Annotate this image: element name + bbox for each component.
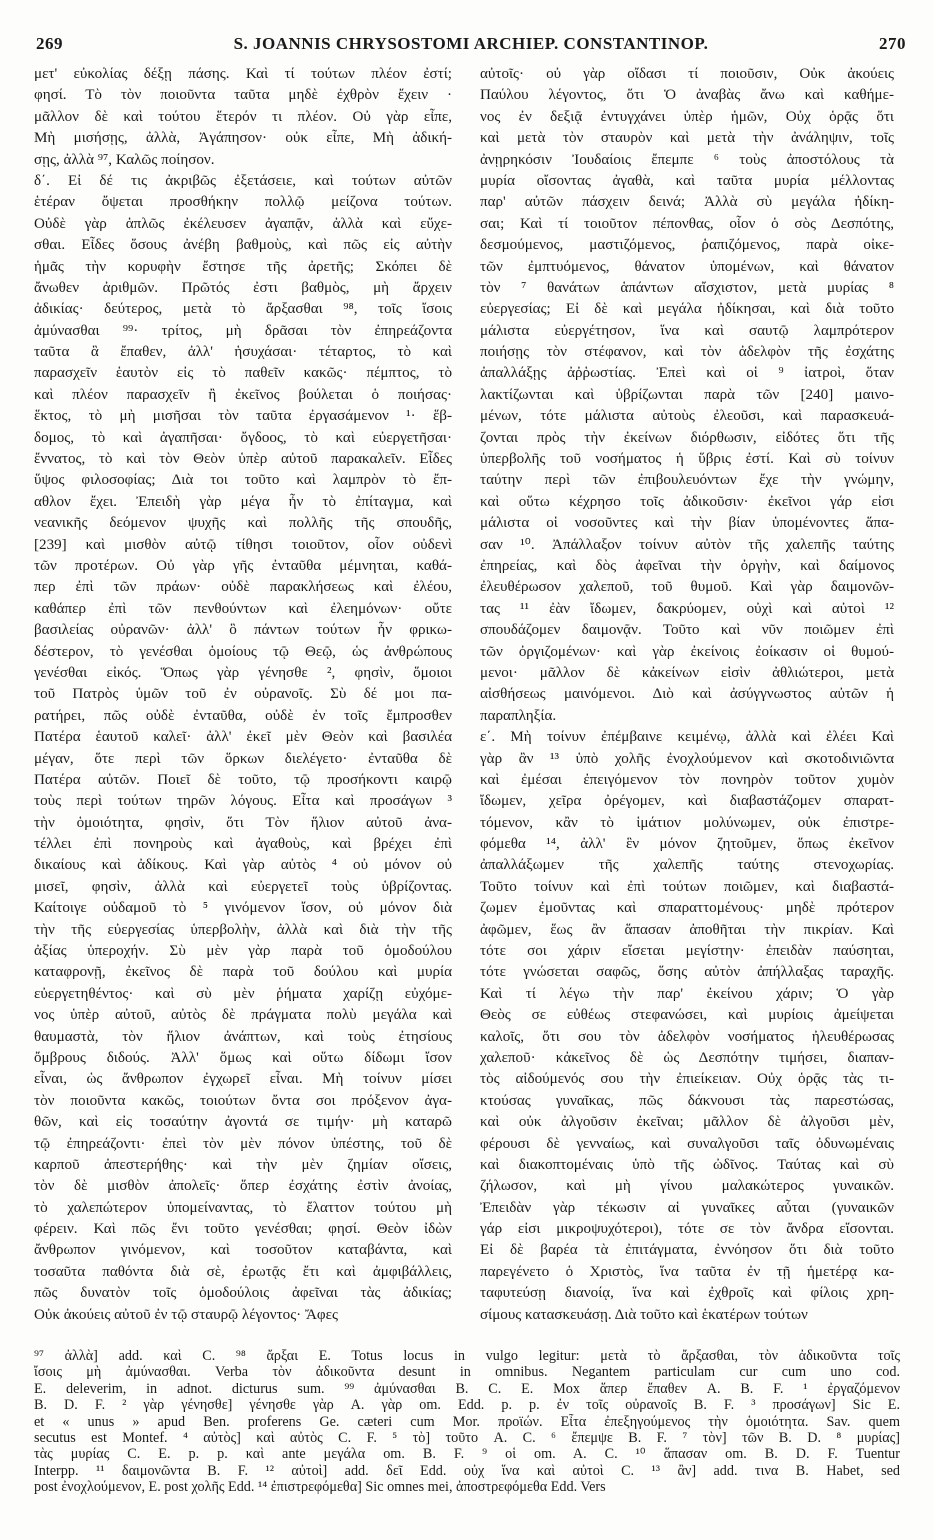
left-text-column — [34, 64, 452, 1326]
text-line: τῶν προτέρων. Οὐ γὰρ γῆς ἐνταῦθα μέμνηται, καθά- — [34, 557, 452, 574]
footnote-line: ⁹⁷ ἀλλὰ] add. καὶ C. ⁹⁸ ἄρξαι E. Totus locus in vulgo legitur: μετὰ τὸ ἄρξασθαι, τὸν ἀδικοῦντα τοῖς — [34, 1348, 900, 1364]
text-line: μυρία οἴσοντας ἀγαθὰ, καὶ ταῦτα μυρία μέλλοντας — [480, 172, 894, 189]
text-line: ὄμβρους διδούς. Ἀλλ' ὅμως καὶ οὕτω δίδωμι ἴσον — [34, 1049, 452, 1066]
text-line: κτούσας γυναῖκας, πῶς δάκνουσι τὰς παρεστώσας, — [480, 1092, 894, 1109]
text-line: νεανικῆς δεόμενον ψυχῆς καὶ πολλῆς τῆς σπουδῆς, — [34, 515, 452, 532]
text-line: ἑτέραν ὄψεται προσθήκην πολλῷ μείζονα τούτων. — [34, 194, 452, 211]
text-line: ἀνῃρηκόσιν Ἰουδαίοις ἔπεμπε ⁶ τοὺς ἀποστόλους τὰ — [480, 151, 894, 168]
text-line: μενοι· μᾶλλον δὲ κἀκείνων εἰσὶν ἀθλιώτεροι, μετὰ — [480, 664, 894, 681]
text-line: ζήλωσον, καὶ μὴ γίνου μαλακώτερος γυναικῶν. — [480, 1178, 894, 1195]
text-line: καλοῖς, ὅτι σου τὸν ἀδελφὸν νοσήματος ἠλευθέρωσας — [480, 1028, 894, 1045]
text-line: Πατέρα ἑαυτοῦ καλεῖ· ἀλλ' ἐκεῖ μὲν Θεὸν καὶ βασιλέα — [34, 729, 452, 746]
text-line: αἰσθήσεως μαινόμενοι. Διὸ καὶ ἀσύγγνωστος αὐτῶν ἡ — [480, 686, 894, 703]
text-line: ἀμύνασθαι ⁹⁹· τρίτος, μὴ δρᾶσαι τὸν ἐπηρεάζοντα — [34, 322, 452, 339]
text-line: ζωμεν ἐμοῦντας καὶ σπαραττομένους· μηδὲ πρότερον — [480, 900, 894, 917]
text-line: καὶ πλέον παρασχεῖν ἢ ἐκεῖνος βούλεται ὁ ποιήσας· — [34, 386, 452, 403]
text-line: καὶ διακοπτομέναις ὑπὸ τῆς ὠδῖνος. Ταύτας καὶ σὺ — [480, 1156, 894, 1173]
text-line: δ΄. Εἰ δέ τις ἀκριβῶς ἐξετάσειε, καὶ τούτων αὐτῶν — [34, 172, 452, 189]
right-text-column — [480, 64, 894, 1326]
text-line: σίμους κατασκευάσῃ. Διὰ τοῦτο καὶ ἑκατέρων τούτων — [480, 1306, 808, 1323]
text-line: σῃς, ἀλλὰ ⁹⁷, Καλῶς ποίησον. — [34, 151, 215, 168]
text-line: ταύτην περὶ τῶν ἐπιβουλευόντων ἔχε τὴν γνώμην, — [480, 472, 894, 489]
text-line: ταφυτεύσῃ διανοίᾳ, ἵνα καὶ ἐχθροῖς καὶ φίλοις χρη- — [480, 1285, 894, 1302]
running-header — [36, 34, 906, 58]
text-line: τότε σοι χάριν εἴσεται μεγίστην· ἐπειδὰν παύσηται, — [480, 943, 894, 960]
text-line: ἄνωθεν ἀριθμῶν. Πρῶτός ἐστι βαθμὸς, μὴ ἄρχειν — [34, 279, 452, 296]
text-line: τὸν ποιοῦντα κακῶς, τοιούτων ὄντα σοι πρόξενον ἀγα- — [34, 1092, 452, 1109]
text-line: Θεὸς σε εὐθέως στεφανώσει, καὶ μυρίοις ἀμείψεται — [480, 1007, 894, 1024]
text-line: Οὐκ ἀκούεις αὐτοῦ ἐν τῷ σταυρῷ λέγοντος· Ἄφες — [34, 1306, 338, 1323]
text-line: βασιλείας οὐρανῶν· ἀλλ' ὃ πάντων τούτων ἦν φρικω- — [34, 622, 452, 639]
text-line: [239] καὶ μισθὸν αὐτῷ τίθησι τοιοῦτον, οἷον οὐδενὶ — [34, 536, 452, 553]
text-line: φέρειν. Καὶ πῶς ἔνι τοῦτο γενέσθαι; φησί. Θεὸν ἰδὼν — [34, 1221, 452, 1238]
text-line: ἀπαλλάξῃς ἀῤῥωστίας. Ἐπεὶ καὶ οἱ ⁹ ἰατροὶ, ὅταν — [480, 365, 894, 382]
text-line: παραπληξία. — [480, 707, 557, 724]
text-line: τας ¹¹ ἐὰν ἴδωμεν, δακρύομεν, οὐχὶ καὶ αὐτοὶ ¹² — [480, 600, 894, 617]
footnotes-block — [34, 1348, 900, 1496]
running-title: S. JOANNIS CHRYSOSTOMI ARCHIEP. CONSTANTINOP. — [233, 34, 709, 53]
text-line: τὸν δὲ μισθὸν ἀπολεῖς· ὅπερ ἐσχάτης ἐστὶν ἀνοίας, — [34, 1178, 452, 1195]
text-line: τὴν τῆς εὐεργεσίας ὑπερβολὴν, ἀλλὰ καὶ διὰ τὴν τῆς — [34, 921, 452, 938]
text-line: ταῦτα ἃ ἔπαθεν, ἀλλ' ἡσυχάσαι· τέταρτος, τὸ καὶ — [34, 344, 452, 361]
footnote-line: et « unus » apud Ben. proferens Ge. cæteri cum Mor. προϊών. Εἶτα ἐπεξηγούμενος τὴν ὁμοιότητα. Sav. quem — [34, 1413, 900, 1430]
text-line: λακτίζωνται καὶ ὑβρίζωνται παρὰ τῶν [240] μαινο- — [480, 386, 894, 403]
text-line: καὶ οὕτω κέχρησο τοῖς ἀδικοῦσιν· ἐκεῖνοι γάρ εἰσι — [480, 493, 894, 510]
text-line: γὰρ ἂν ¹³ ὑπὸ χολῆς ἐνοχλούμενον καὶ σκοτοδινιῶντα — [480, 750, 894, 767]
text-line: περ ἐπὶ τῶν πράων· οὐδὲ παρακλήσεως καὶ ἐλέου, — [34, 579, 452, 596]
text-line: Παύλου λέγοντος, ὅτι Ὁ ἀναβὰς ἄνω καὶ καθήμε- — [480, 87, 894, 104]
footnote-line: B. D. F. ² γὰρ γένησθε] γένησθε γὰρ A. γὰρ om. Edd. p. p. ἐν τοῖς οὐρανοῖς B. F. ³ προσάγων] Sic E. — [34, 1397, 900, 1414]
text-line: Εἰ δὲ βαρέα τὰ ἐπιτάγματα, ἐννόησον ὅτι διὰ τοῦτο — [480, 1242, 894, 1259]
text-line: θαυμαστὰ, τὸν ἥλιον ἀνάπτων, καὶ τοὺς ἐτησίους — [34, 1028, 452, 1045]
text-line: τέλλει ἐπὶ πονηροὺς καὶ ἀγαθοὺς, καὶ βρέχει ἐπὶ — [34, 836, 452, 853]
text-line: καθάπερ ἐπὶ τῶν πενθούντων καὶ ἐλεημόνων· οὔτε — [34, 600, 452, 617]
text-line: εἶναι, ὡς ἄνθρωπον ἐγχωρεῖ εἶναι. Μὴ τοίνυν μίσει — [34, 1071, 452, 1088]
text-line: τῶν ἐμπτυόμενος, θάνατον ὑπομένων, καὶ θάνατον — [480, 258, 894, 275]
text-line: φόμεθα ¹⁴, ἀλλ' ἓν μόνον ζητοῦμεν, ὅπως ἐκεῖνον — [480, 836, 894, 853]
text-line: τὸς αἰδούμενός σου τὴν ἐπιείκειαν. Οὐχ ὁρᾷς τὰς τι- — [480, 1071, 894, 1088]
text-line: πῶς δυνατὸν τοῖς ὁμοδούλοις ἀφεῖναι τὰς ἀδικίας; — [34, 1285, 452, 1302]
text-line: ὑπερβολῆς τοῦ νοσήματος ἡ ὕβρις ἐστί. Καὶ σὺ τοίνυν — [480, 451, 894, 468]
text-line: ἄνθρωπον γινόμενον, καὶ τοσοῦτον καταβάντα, καὶ — [34, 1242, 452, 1259]
text-line: φησί. Τὸ τὸν ποιοῦντα ταῦτα μηδὲ ἐχθρὸν ἔχειν · — [34, 87, 452, 104]
text-line: σπουδάζομεν δαιμονᾷν. Τοῦτο καὶ νῦν ποιῶμεν ἐπὶ — [480, 622, 894, 639]
text-line: μάλιστα εὐεργέτησον, ἵνα καὶ σαυτῷ λαμπρότερον — [480, 322, 894, 339]
text-line: Καίτοιγε οὐδαμοῦ τὸ ⁵ γινόμενον ἴσον, οὐ μόνον διὰ — [34, 900, 452, 917]
text-line: ρατήρει, πῶς οὐδὲ ἐνταῦθα, οὐδὲ ἐν τοῖς ἔμπροσθεν — [34, 707, 452, 724]
text-line: παρασχεῖν ἑαυτὸν εἰς τὸ παθεῖν κακῶς· πέμπτος, τὸ — [34, 365, 452, 382]
text-line: τόμενον, κἂν τὸ ἱμάτιον μολύνωμεν, οὐκ ἐπιστρε- — [480, 814, 894, 831]
text-line: φέρουσι δὲ γενναίως, καὶ συναλγοῦσι ταῖς ὀδυνωμέναις — [480, 1135, 894, 1152]
text-line: δέστερον, τὸ γενέσθαι ὁμοίους τῷ Θεῷ, ὡς ἀνθρώπους — [34, 643, 452, 660]
text-line: Τοῦτο τοίνυν καὶ ἐπὶ τούτων ποιῶμεν, καὶ διαβαστά- — [480, 878, 894, 895]
text-line: παρ' αὐτῶν πάσχειν δεινά; Ἀλλὰ σὺ μεγάλα ἠδίκη- — [480, 194, 894, 211]
text-line: γάρ εἰσι μικροψυχότεροι), τότε σε τὸν ἄνδρα εἴσονται. — [480, 1221, 894, 1238]
footnote-line: E. deleverim, in adnot. dicturus sum. ⁹⁹ ἀμύνασθαι B. C. E. Mox ἅπερ ἔπαθεν A. B. F. ¹ ἐργαζόμενον — [34, 1380, 900, 1397]
text-line: ἐλευθέρωσον χαλεποῦ, τοῦ θυμοῦ. Καὶ γὰρ δαιμονῶν- — [480, 579, 894, 596]
text-line: μετ' εὐκολίας δέξῃ πάσης. Καὶ τί τούτων πλέον ἐστί; — [34, 66, 452, 82]
text-line: τῷ ἐπηρεάζοντι· ἐπεὶ τὸν μὲν πόνον ὑπέστης, τοῦ δὲ — [34, 1135, 452, 1152]
text-line: ἀδικίας· δεύτερος, μετὰ τὸ ἄρξασθαι ⁹⁸, τοῖς ἴσοις — [34, 301, 452, 318]
text-line: αθλον ἔχει. Ἐπειδὴ γὰρ μέγα ἦν τὸ ἐπίταγμα, καὶ — [34, 493, 452, 510]
text-line: ἕκτος, τὸ μὴ μισῆσαι τὸν ταῦτα ἐργασάμενον ¹· ἕβ- — [34, 408, 452, 425]
text-line: ἀπαλλάξωμεν τῆς χαλεπῆς ταύτης στενοχωρίας. — [480, 857, 894, 874]
text-line: γενέσθαι εἰκός. Ὅπως γὰρ γένησθε ², φησὶν, ὅμοιοι — [34, 664, 452, 681]
page-number-left: 269 — [36, 34, 63, 53]
footnote-line: post ἐνοχλούμενον, E. post χολῆς Edd. ¹⁴ ἐπιστρεφόμεθα] Sic omnes mei, ἀποστρεφόμεθα Edd. Vers — [34, 1479, 606, 1496]
footnote-line: Interpp. ¹¹ δαιμονῶντα B. F. ¹² αὐτοὶ] add. δεῖ Edd. οὐχ ἵνα καὶ αὐτοὶ C. ¹³ ἂν] add. τινα B. Habet, sed — [34, 1462, 900, 1479]
text-line: δεσμούμενος, μαστιζόμενος, ῥαπιζόμενος, παρὰ οἰκε- — [480, 237, 894, 254]
text-line: Καὶ τί λέγω τὴν παρ' ἐκείνου χάριν; Ὁ γὰρ — [480, 985, 894, 1002]
text-line: τοὺς περὶ τούτων τηρῶν λόγους. Εἶτα καὶ προσάγων ³ — [34, 793, 452, 810]
text-line: ἴδωμεν, χεῖρα ὀρέγομεν, καὶ διαβαστάζομεν σπαρατ- — [480, 793, 894, 810]
text-line: Πατέρα αὐτῶν. Ποιεῖ δὲ τοῦτο, τῷ προσήκοντι καιρῷ — [34, 771, 452, 788]
text-line: ὕψος φιλοσοφίας; Διὰ τοι τοῦτο καὶ λαμπρὸν τὸ ἔπ- — [34, 472, 452, 489]
text-line: νος ἐν δεξιᾷ ἐντυγχάνει ὑπὲρ ἡμῶν, Οὐχ ὁρᾷς ὅτι — [480, 108, 894, 125]
text-line: καταφρονῇ, ἐκεῖνος δὲ παρὰ τοῦ δούλου καὶ μυρία — [34, 964, 452, 981]
text-line: καὶ μετὰ τὸν σταυρὸν καὶ μετὰ τὴν ἀνάληψιν, τοῖς — [480, 130, 894, 147]
text-line: σαι; Καὶ τί τοιοῦτον πέπονθας, οἷον ὁ σὸς Δεσπότης, — [480, 215, 894, 232]
footnote-line: ἴσοις μὴ ἀμύνασθαι. Verba τὸν ἀδικοῦντα desunt in omnibus. Negantem particulam cur cum uno cod. — [34, 1364, 900, 1381]
text-line: μένων, τότε μάλιστα αὐτοὺς ἐλεοῦσι, καὶ παρασκευά- — [480, 408, 894, 425]
text-line: καρποῦ ἀπεστερήθης· καὶ τὴν μὲν ζημίαν οἴσεις, — [34, 1156, 452, 1173]
text-line: τοῦ Πατρὸς ὑμῶν τοῦ ἐν οὐρανοῖς. Σὺ δέ μοι πα- — [34, 686, 452, 703]
text-line: τὴν ὁμοιότητα, φησὶν, ὅτι Τὸν ἥλιον αὐτοῦ ἀνα- — [34, 814, 452, 831]
text-line: μάλιστα οἱ νοσοῦντες καὶ τὴν βίαν ὑπομένοντες ἅπα- — [480, 515, 894, 532]
text-line: θῶν, καὶ εἰς τοσαύτην ἀγοντά σε τιμήν· μὴ καταρῶ — [34, 1114, 452, 1131]
text-line: Οὐδὲ γὰρ ἁπλῶς ἐκέλευσεν ἀγαπᾷν, ἀλλὰ καὶ εὔχε- — [34, 215, 452, 232]
text-line: τὸν ⁷ θανάτων ἁπάντων αἴσχιστον, μετὰ μυρίας ⁸ — [480, 279, 894, 296]
text-line: Μὴ μισήσῃς, ἀλλὰ, Ἀγάπησον· οὐκ εἶπε, Μὴ ἀδική- — [34, 130, 452, 147]
text-line: νος ὑπὲρ αὐτοῦ, αὐτὸς δὲ πράγματα πολὺ μεγάλα καὶ — [34, 1007, 452, 1024]
text-line: εὐεργεσίας; Εἰ δὲ καὶ μεγάλα ἠδίκησαι, καὶ διὰ τοῦτο — [480, 301, 894, 318]
text-line: ἐπηρείας, καὶ δὸς ἀφεῖναι τὴν ὀργὴν, καὶ δαίμονος — [480, 557, 894, 574]
text-line: τῶν ὀργιζομένων· καὶ γὰρ ἐκείνοις ἐοίκασιν οἱ θυμού- — [480, 643, 894, 660]
text-line: ἡμᾶς τὴν κορυφὴν ἔστησε τῆς ἀρετῆς; Σκόπει δὲ — [34, 258, 452, 275]
text-line: χαλεποῦ· κἀκεῖνος δὲ ὡς Δεσπότην τιμήσει, διαπαν- — [480, 1049, 894, 1066]
footnote-line: τὰς μυρίας C. E. p. p. καὶ ante μεγάλα om. B. F. ⁹ οἱ om. A. C. ¹⁰ ἅπασαν om. B. D. F. Tuentur — [34, 1446, 900, 1463]
text-line: ἀφῶμεν, ἕως ἂν ἅπασαν ἀποθῆται τὴν πικρίαν. Καὶ — [480, 921, 894, 938]
text-line: ε΄. Μὴ τοίνυν ἐπέμβαινε κειμένῳ, ἀλλὰ καὶ ἐλέει Καὶ — [480, 729, 894, 746]
text-line: αὐτοῖς· οὐ γὰρ οἴδασι τί ποιοῦσιν, Οὐκ ἀκούεις — [480, 66, 894, 82]
text-line: μᾶλλον δὲ καὶ τούτου ἕτερόν τι πλέον. Οὐ γὰρ εἶπε, — [34, 108, 452, 125]
text-line: εὐεργετηθέντος· καὶ σὺ μὲν ῥήματα χαρίζῃ εὐχόμε- — [34, 985, 452, 1002]
text-line: δικαίους καὶ ἀδίκους. Καὶ γὰρ αὐτὸς ⁴ οὐ μόνον οὐ — [34, 857, 452, 874]
text-line: δομος, τὸ καὶ ἀγαπῆσαι· ὄγδοος, τὸ καὶ εὐεργετῆσαι· — [34, 429, 452, 446]
text-line: ἀξίας ὑπεροχήν. Σὺ μὲν γὰρ παρὰ τοῦ ὁμοδούλου — [34, 943, 452, 960]
text-line: τότε γνώσεται σαφῶς, ὅσης αὐτὸν ἀπήλλαξας ταραχῆς. — [480, 964, 894, 981]
text-line: ἔννατος, τὸ καὶ τὸν Θεὸν ὑπὲρ αὐτοῦ παρακαλεῖν. Εἶδες — [34, 451, 452, 468]
text-line: σθαι. Εἶδες ὅσους ἀνέβη βαθμοὺς, καὶ πῶς εἰς αὐτὴν — [34, 237, 452, 254]
text-line: παρεγένετο ὁ Χριστὸς, ἵνα ταῦτα ἐν τῇ ἡμετέρᾳ κα- — [480, 1263, 894, 1280]
text-line: Ἐπειδὰν γὰρ τέκωσιν αἱ γυναῖκες αὗται (γυναικῶν — [480, 1199, 894, 1216]
text-line: ποιήσῃς τὸν στέφανον, καὶ τὸν ἀδελφὸν τῆς ἐσχάτης — [480, 344, 894, 361]
text-line: τοσαῦτα παθόντα διὰ σὲ, ἐρωτᾷς ἔτι καὶ ἀμφιβάλλεις, — [34, 1263, 452, 1280]
text-line: τὸ χαλεπώτερον ὑπομείναντας, τὸ ἔλαττον τούτου μὴ — [34, 1199, 452, 1216]
text-line: σαν ¹⁰. Ἀπάλλαξον τοίνυν αὐτὸν τῆς χαλεπῆς ταύτης — [480, 536, 894, 553]
text-line: μέγαν, ὅτε περὶ τῶν ὅρκων διελέγετο· ἐνταῦθα δὲ — [34, 750, 452, 767]
text-line: καὶ ἐμέσαι ἐπειγόμενον τὸν πονηρὸν τοῦτον χυμὸν — [480, 771, 894, 788]
page-number-right: 270 — [879, 34, 906, 53]
text-line: καὶ οὐκ ἀλγοῦσιν ἐκεῖναι; μᾶλλον δὲ ἀλγοῦσι μὲν, — [480, 1114, 894, 1131]
footnote-line: secutus est Montef. ⁴ αὐτὸς] καὶ αὐτὸς C. F. ⁵ τὸ] τοῦτο A. C. ⁶ ἔπεμψε B. F. ⁷ τὸν] τῶν B. D. ⁸ μυρίας] — [34, 1429, 900, 1446]
text-line: μισεῖ, φησὶν, ἀλλὰ καὶ εὐεργετεῖ τοὺς ὑβρίζοντας. — [34, 878, 452, 895]
text-line: ζονται πρὸς τὴν ἐκείνων διόρθωσιν, εἰδότες ὅτι τῆς — [480, 429, 894, 446]
